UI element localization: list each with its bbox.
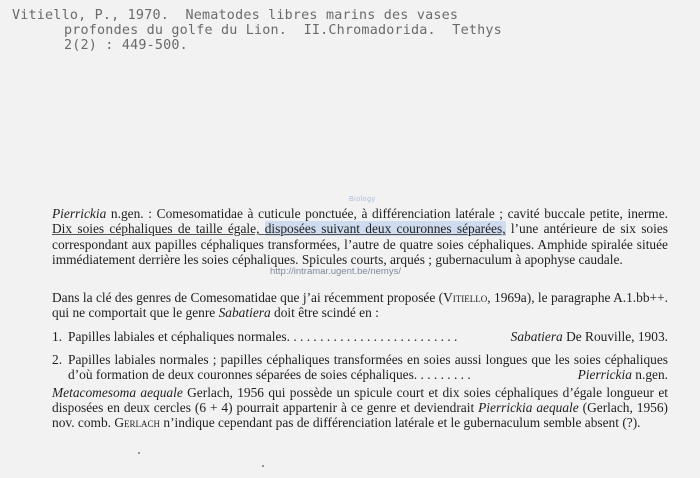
species-name: Metacomesoma aequale xyxy=(52,384,183,400)
paragraph-species-note xyxy=(52,385,668,431)
key-text-before: Dans la clé des genres de Comesomatidae que j’ai récemment proposée ( xyxy=(52,290,444,306)
key-author: Vitiello xyxy=(443,290,488,306)
genus-name: Pierrickia xyxy=(52,206,107,221)
scan-speck xyxy=(262,465,264,467)
species-note-a: Gerlach, 1956 qui possède un spicule court et dix soies céphaliques d’égale longueur et disposées en deux cercles (6 + 4) pourrait appartenir à ce genre et deviendrait xyxy=(52,384,668,415)
citation-line-3: 2(2) : 449-500. xyxy=(64,38,188,54)
species-note-c: n’indique cependant pas de différenciation latérale et le gubernaculum semble absent (?). xyxy=(160,415,641,431)
key-item-text: Papilles labiales normales ; papilles céphaliques transformées en soies aussi longues que les soies céphaliques d’où formation de deux couronnes séparées de soies céphaliques. . . . . . . . . xyxy=(68,352,668,383)
key-item-text: Papilles labiales et céphaliques normales. . . . . . . . . . . . . . . . . . . . . . . . . . xyxy=(68,328,458,344)
key-item-result-author: De Rouville, 1903. xyxy=(562,328,668,344)
watermark-label: Biology xyxy=(349,196,376,203)
highlighted-phrase: disposées suivant deux couronnes séparées, xyxy=(264,221,506,237)
key-item-number: 1. xyxy=(52,328,63,344)
paragraph-key xyxy=(52,290,668,321)
key-item-number: 2. xyxy=(52,352,63,368)
key-text-mid: , 1969a), le paragraphe A.1.bb++. qui ne comportait que le genre xyxy=(52,290,668,321)
underlined-phrase: Dix soies céphaliques de taille égale, xyxy=(52,221,265,237)
citation-line-1: Vitiello, P., 1970. Nematodes libres marins des vases xyxy=(12,8,459,23)
new-combination-name: Pierrickia aequale xyxy=(478,399,579,415)
key-item-result xyxy=(578,367,668,382)
key-item-1 xyxy=(52,329,668,344)
key-genus: Sabatiera xyxy=(218,305,271,321)
paragraph-genus-description xyxy=(52,206,668,267)
key-text-after: doit être scindé en : xyxy=(270,305,379,321)
key-item-result-author: n.gen. xyxy=(631,367,668,383)
scan-speck xyxy=(138,452,140,454)
genus-description-start: n.gen. : Comesomatidae à cuticule ponctuée, à différenciation latérale ; cavité buccale petite, inerme. xyxy=(106,206,668,221)
key-item-2 xyxy=(52,352,668,383)
key-item-result xyxy=(511,329,668,344)
genus-description-rest: l’une antérieure de six soies correspondant aux papilles céphaliques transformées, l’autre de quatre soies céphaliques. Amphide spiralée située immédiatement derrière les soies céphaliques. Spicules courts, arqués ; gubernaculum à apophyse caudale. xyxy=(52,221,668,267)
species-note-b: (Gerlach, 1956) nov. comb. xyxy=(52,399,668,431)
species-note-author: Gerlach xyxy=(114,415,161,431)
citation-header xyxy=(12,8,612,54)
watermark-url: http://intramar.ugent.be/nemys/ xyxy=(270,266,401,277)
key-item-result-genus: Sabatiera xyxy=(510,328,563,344)
article-body xyxy=(52,206,668,431)
key-item-result-genus: Pierrickia xyxy=(577,367,632,383)
citation-line-2: profondes du golfe du Lion. II.Chromadorida. Tethys xyxy=(64,23,502,39)
